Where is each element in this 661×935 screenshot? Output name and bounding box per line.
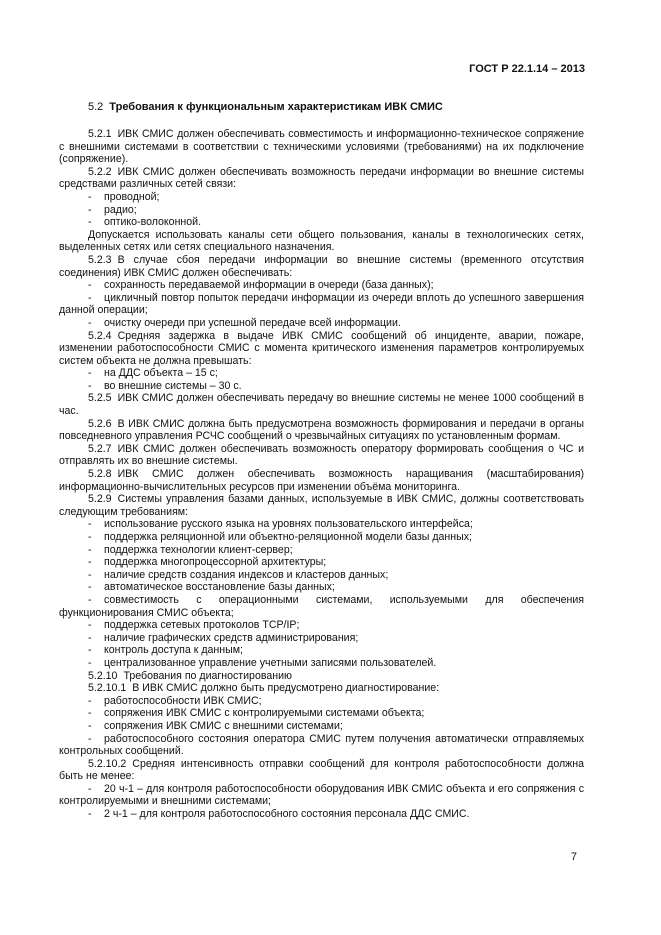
list-item xyxy=(59,531,584,544)
list-item xyxy=(59,191,584,204)
paragraph-text: работоспособности ИВК СМИС; xyxy=(104,694,262,707)
list-item xyxy=(59,204,584,217)
paragraph-text: Средняя задержка в выдаче ИВК СМИС сообщений об инциденте, аварии, пожаре, изменении работоспособности СМИС с момента критического изменения параметров контролируемых систем объекта не должна превышать: xyxy=(59,329,584,367)
section-number: 5.2 xyxy=(88,101,104,113)
paragraph-text: контроль доступа к данным; xyxy=(104,644,243,657)
paragraph-text: Требования по диагностированию xyxy=(123,669,292,682)
clause-number: 5.2.6 xyxy=(88,417,112,430)
dash-bullet: - xyxy=(88,203,92,216)
paragraph-text: автоматическое восстановление базы данных; xyxy=(104,581,335,594)
clause-number: 5.2.7 xyxy=(88,442,112,455)
paragraph-text: работоспособного состояния оператора СМИС путем получения автоматически отправляемых контрольных сообщений. xyxy=(59,732,584,758)
paragraph-text: во внешние системы – 30 с. xyxy=(104,379,242,392)
section-title xyxy=(88,101,443,113)
paragraph-text: поддержка реляционной или объектно-реляционной модели базы данных; xyxy=(104,531,472,543)
page-number: 7 xyxy=(570,851,577,863)
list-item xyxy=(59,783,584,808)
paragraph-text: наличие средств создания индексов и кластеров данных; xyxy=(104,568,389,581)
paragraph-text: 2 ч-1 – для контроля работоспособного состояния персонала ДДС СМИС. xyxy=(104,808,470,821)
paragraph-text: поддержка многопроцессорной архитектуры; xyxy=(104,556,327,569)
paragraph-text: В ИВК СМИС должно быть предусмотрено диагностирование: xyxy=(132,682,440,695)
list-item xyxy=(59,695,584,708)
paragraph-text: радио; xyxy=(104,203,137,216)
paragraph xyxy=(59,682,584,695)
dash-bullet: - xyxy=(88,808,92,821)
list-item xyxy=(59,367,584,380)
list-item xyxy=(59,317,584,330)
clause-number: 5.2.2 xyxy=(88,165,112,178)
paragraph-text: ИВК СМИС должен обеспечивать возможность оператору формировать сообщения о ЧС и отправлять их во внешние системы. xyxy=(59,442,584,468)
dash-bullet: - xyxy=(88,732,92,745)
paragraph-text: ИВК СМИС должен обеспечивать возможность наращивания (масштабирования) информационно-вычислительных ресурсов при изменении объёма мониторинга. xyxy=(59,468,584,493)
paragraph xyxy=(59,330,584,368)
paragraph xyxy=(59,758,584,783)
dash-bullet: - xyxy=(88,316,92,329)
list-item xyxy=(59,556,584,569)
clause-number: 5.2.4 xyxy=(88,329,112,342)
list-item xyxy=(59,292,584,317)
list-item xyxy=(59,619,584,632)
paragraph xyxy=(59,128,584,166)
dash-bullet: - xyxy=(88,216,92,229)
paragraph-text: цикличный повтор попыток передачи информации из очереди вплоть до успешного завершения данной операции; xyxy=(59,291,584,317)
dash-bullet: - xyxy=(88,190,92,203)
paragraph-text: поддержка технологии клиент-сервер; xyxy=(104,543,293,556)
clause-number: 5.2.3 xyxy=(88,253,112,266)
paragraph-text: В случае сбоя передачи информации во внешние системы (временного отсутствия соединения) ИВК СМИС должен обеспечивать: xyxy=(59,253,584,279)
paragraph-text: Системы управления базами данных, используемые в ИВК СМИС, должны соответствовать следующим требованиям: xyxy=(59,493,584,518)
list-item xyxy=(59,581,584,594)
paragraph-text: Допускается использовать каналы сети общего пользования, каналы в технологических сетях, выделенных сетях или сетях специального назначения. xyxy=(59,228,584,254)
paragraph xyxy=(59,443,584,468)
paragraph-text: очистку очереди при успешной передаче всей информации. xyxy=(104,316,401,329)
paragraph-text: проводной; xyxy=(104,190,160,203)
paragraph-text: поддержка сетевых протоколов TCP/IP; xyxy=(104,619,300,632)
section-title-text: Требования к функциональным характеристикам ИВК СМИС xyxy=(109,101,443,113)
dash-bullet: - xyxy=(88,543,92,556)
paragraph xyxy=(59,254,584,279)
dash-bullet: - xyxy=(88,581,92,594)
paragraph-text: ИВК СМИС должен обеспечивать совместимость и информационно-техническое сопряжение с внешними системами в соответствии с техническими условиями (требованиями) на их подключение (сопряжение). xyxy=(59,128,584,166)
paragraph xyxy=(59,468,584,493)
paragraph xyxy=(59,493,584,518)
paragraph xyxy=(59,166,584,191)
paragraph xyxy=(59,392,584,417)
paragraph-text: наличие графических средств администрирования; xyxy=(104,631,359,644)
clause-number: 5.2.10 xyxy=(88,669,118,682)
paragraph-text: на ДДС объекта – 15 с; xyxy=(104,367,218,380)
dash-bullet: - xyxy=(88,694,92,707)
paragraph-text: В ИВК СМИС должна быть предусмотрена возможность формирования и передачи в органы повседневного управления РСЧС сообщений о чрезвычайных ситуациях по установленным формам. xyxy=(59,417,584,443)
dash-bullet: - xyxy=(88,707,92,720)
list-item xyxy=(59,216,584,229)
dash-bullet: - xyxy=(88,782,92,795)
list-item xyxy=(59,720,584,733)
document-header: ГОСТ Р 22.1.14 – 2013 xyxy=(469,63,585,75)
list-item xyxy=(59,632,584,645)
paragraph-text: ИВК СМИС должен обеспечивать возможность передачи информации во внешние системы средствами различных сетей связи: xyxy=(59,165,584,191)
dash-bullet: - xyxy=(88,593,92,606)
list-item xyxy=(59,707,584,720)
list-item xyxy=(59,518,584,531)
list-item xyxy=(59,657,584,670)
list-item xyxy=(59,544,584,557)
paragraph-text: использование русского языка на уровнях пользовательского интерфейса; xyxy=(104,518,473,531)
dash-bullet: - xyxy=(88,279,92,292)
paragraph-text: ИВК СМИС должен обеспечивать передачу во внешние системы не менее 1000 сообщений в час. xyxy=(59,392,584,418)
paragraph-text: 20 ч-1 – для контроля работоспособности оборудования ИВК СМИС объекта и его сопряжения с контролируемыми и внешними системами; xyxy=(59,782,584,808)
dash-bullet: - xyxy=(88,631,92,644)
paragraph-text: оптико-волоконной. xyxy=(104,216,202,229)
clause-number: 5.2.5 xyxy=(88,392,112,405)
paragraph-text: совместимость с операционными системами, используемыми для обеспечения функционирования СМИС объекта; xyxy=(59,593,584,619)
dash-bullet: - xyxy=(88,619,92,632)
dash-bullet: - xyxy=(88,291,92,304)
paragraph xyxy=(59,670,584,683)
paragraph-text: централизованное управление учетными записями пользователей. xyxy=(104,656,437,669)
list-item xyxy=(59,569,584,582)
dash-bullet: - xyxy=(88,379,92,392)
section-body xyxy=(59,128,584,821)
dash-bullet: - xyxy=(88,656,92,669)
clause-number: 5.2.10.1 xyxy=(88,682,127,695)
list-item xyxy=(59,594,584,619)
dash-bullet: - xyxy=(88,367,92,380)
dash-bullet: - xyxy=(88,518,92,531)
clause-number: 5.2.1 xyxy=(88,128,112,140)
list-item xyxy=(59,808,584,821)
dash-bullet: - xyxy=(88,556,92,569)
paragraph xyxy=(59,229,584,254)
paragraph-text: Средняя интенсивность отправки сообщений для контроля работоспособности должна быть не менее: xyxy=(59,757,584,783)
clause-number: 5.2.8 xyxy=(88,468,112,481)
clause-number: 5.2.10.2 xyxy=(88,757,127,770)
paragraph-text: сохранность передаваемой информации в очереди (база данных); xyxy=(104,279,434,292)
clause-number: 5.2.9 xyxy=(88,493,112,506)
list-item xyxy=(59,380,584,393)
list-item xyxy=(59,644,584,657)
dash-bullet: - xyxy=(88,531,92,543)
list-item xyxy=(59,279,584,292)
paragraph-text: сопряжения ИВК СМИС с внешними системами; xyxy=(104,719,343,732)
paragraph-text: сопряжения ИВК СМИС с контролируемыми системами объекта; xyxy=(104,707,425,720)
paragraph xyxy=(59,418,584,443)
dash-bullet: - xyxy=(88,568,92,581)
list-item xyxy=(59,733,584,758)
dash-bullet: - xyxy=(88,644,92,657)
dash-bullet: - xyxy=(88,719,92,732)
